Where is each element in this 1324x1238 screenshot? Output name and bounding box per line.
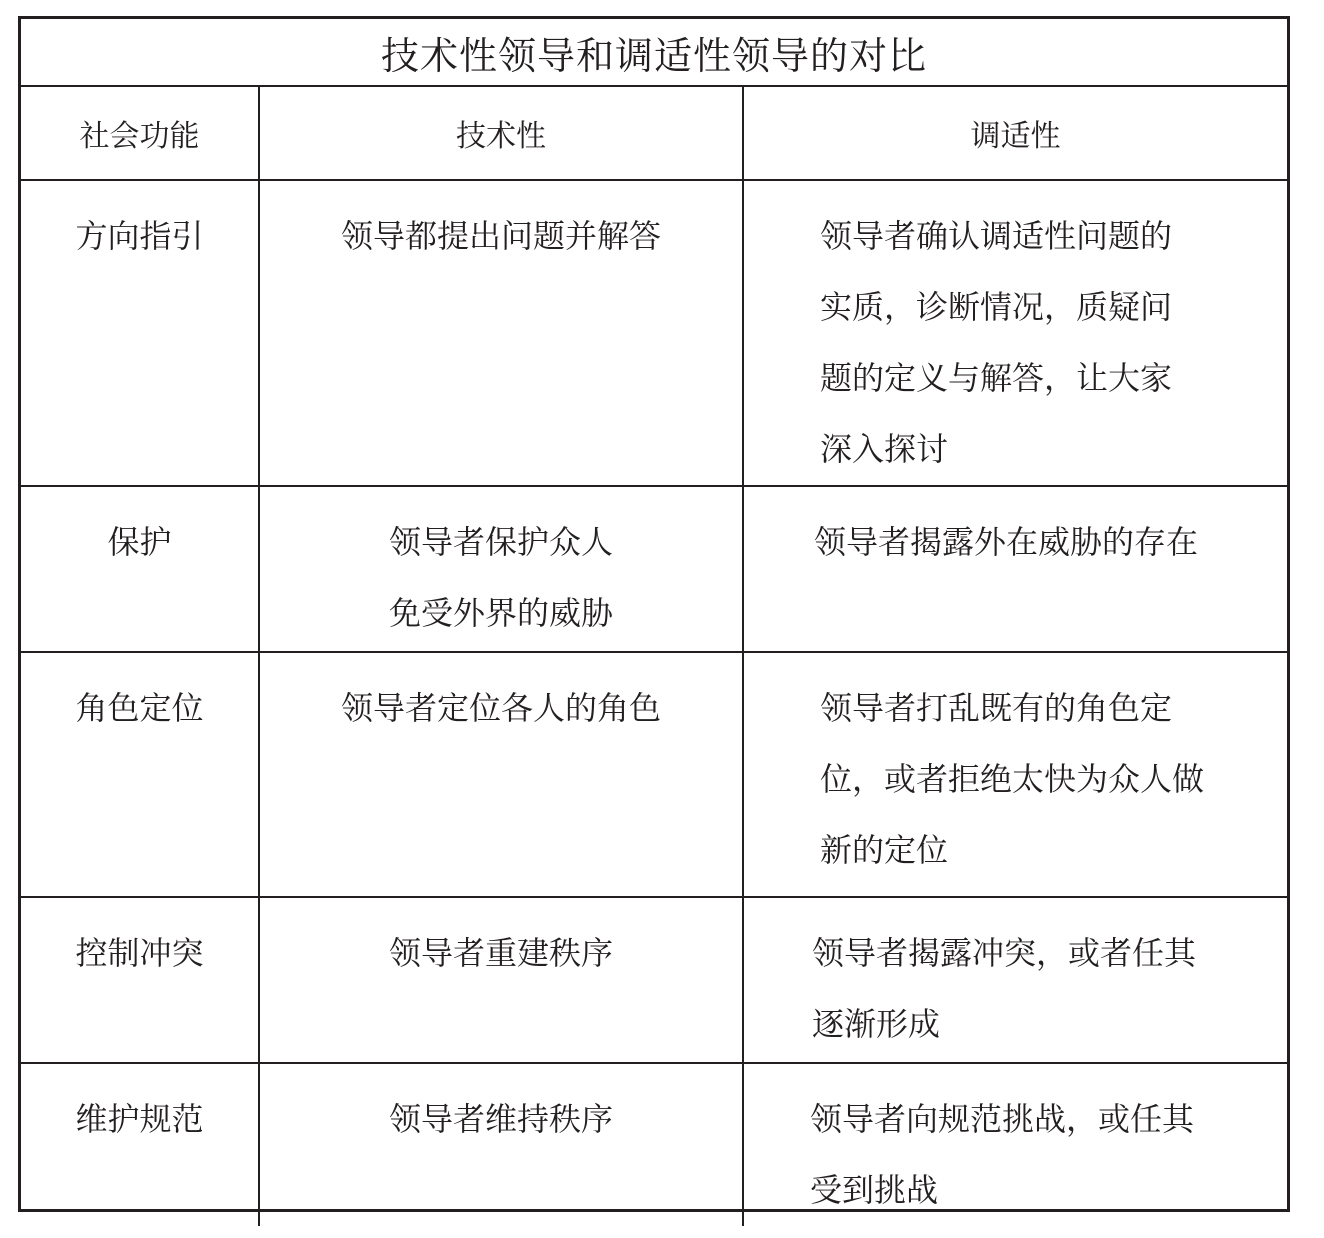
table-row (21, 486, 1287, 652)
cell-line: 免受外界的威胁 (388, 594, 613, 632)
header-technical: 技术性 (259, 86, 743, 180)
cell-line: 题的定义与解答，让大家 (820, 359, 1173, 397)
header-row (21, 86, 1287, 180)
cell-line: 新的定位 (820, 831, 949, 869)
cell-line: 领导者确认调适性问题的 (820, 217, 1173, 255)
cell-line: 逐渐形成 (812, 1005, 941, 1043)
cell-adaptive (743, 180, 1287, 486)
cell-line: 领导者揭露冲突，或者任其 (812, 934, 1197, 972)
cell-line: 领导者保护众人 (388, 523, 613, 561)
cell-line: 领导者定位各人的角色 (340, 689, 661, 727)
cell-line: 位，或者拒绝太快为众人做 (820, 760, 1205, 798)
cell-line: 深入探讨 (820, 430, 949, 468)
cell-technical (259, 897, 743, 1063)
cell-function: 控制冲突 (21, 897, 259, 1063)
table-row (21, 652, 1287, 897)
table-row (21, 1063, 1287, 1226)
cell-line: 领导都提出问题并解答 (340, 217, 661, 255)
cell-line: 领导者重建秩序 (388, 934, 613, 972)
table-row (21, 180, 1287, 486)
header-adaptive: 调适性 (743, 86, 1287, 180)
cell-technical (259, 1063, 743, 1226)
header-social-function: 社会功能 (21, 86, 259, 180)
cell-adaptive (743, 1063, 1287, 1226)
cell-line: 领导者维持秩序 (388, 1100, 613, 1138)
cell-function: 保护 (21, 486, 259, 652)
cell-line: 领导者揭露外在威胁的存在 (814, 523, 1199, 561)
table-title: 技术性领导和调适性领导的对比 (21, 19, 1287, 86)
table-row (21, 897, 1287, 1063)
cell-adaptive (743, 897, 1287, 1063)
cell-line: 领导者向规范挑战，或任其 (810, 1100, 1195, 1138)
cell-adaptive (743, 652, 1287, 897)
comparison-table-frame (18, 16, 1290, 1212)
cell-line: 领导者打乱既有的角色定 (820, 689, 1173, 727)
cell-technical (259, 652, 743, 897)
cell-technical (259, 180, 743, 486)
cell-adaptive (743, 486, 1287, 652)
cell-function: 角色定位 (21, 652, 259, 897)
cell-function: 维护规范 (21, 1063, 259, 1226)
cell-line: 实质，诊断情况，质疑问 (820, 288, 1173, 326)
cell-function: 方向指引 (21, 180, 259, 486)
cell-line: 受到挑战 (810, 1171, 939, 1209)
cell-technical (259, 486, 743, 652)
comparison-table (21, 19, 1287, 1226)
